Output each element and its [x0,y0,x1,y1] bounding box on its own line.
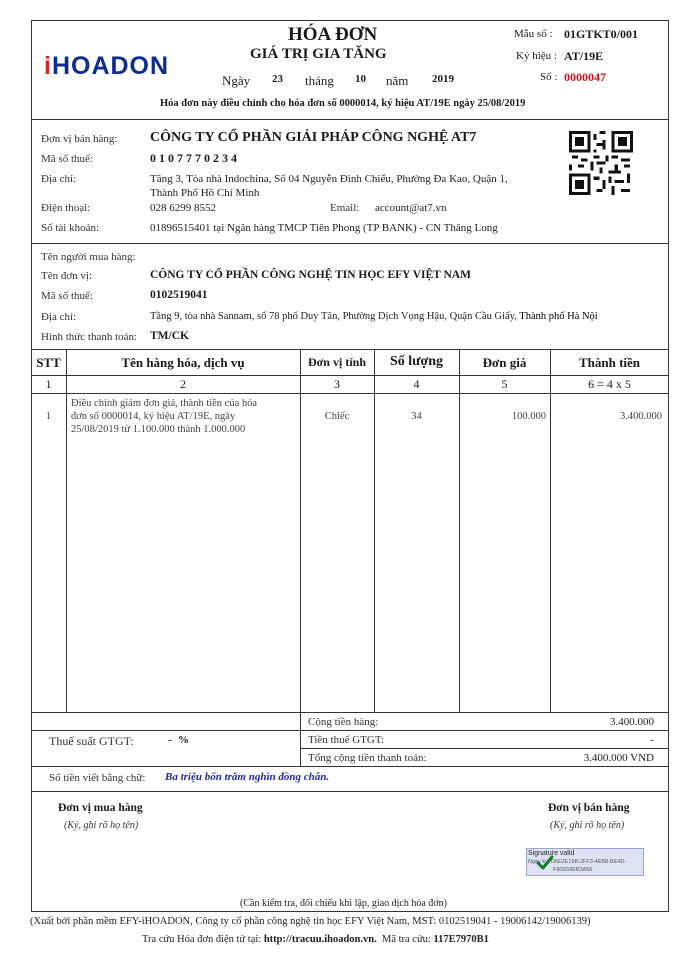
buyer-tax-label: Mã số thuế: [41,290,93,302]
invoice-title: HÓA ĐƠN [288,24,378,45]
seller-address-label: Địa chỉ: [41,173,77,185]
number-label: Số : [540,71,558,83]
col-number-6: 6 = 4 x 5 [588,377,631,391]
seller-address-1: Tầng 3, Tòa nhà Indochina, Số 04 Nguyễn Đình Chiểu, Phường Đa Kao, Quận 1, [150,173,508,185]
col-header-unit: Đơn vị tính [308,355,366,369]
symbol-value: AT/19E [564,49,604,63]
invoice-number: 0000047 [564,70,606,84]
seller-tax: 0 1 0 7 7 7 0 2 3 4 [150,151,237,165]
check-mark-icon [535,853,555,873]
col-header-stt: STT [36,355,61,370]
date-year: 2019 [432,73,454,85]
signature-valid-line2: F90E58EB3A56 [553,867,593,873]
check-note: (Cần kiểm tra, đối chiếu khi lập, giao dịch hóa đơn) [240,898,447,909]
seller-name-label: Đơn vị bán hàng: [41,133,118,145]
ihoadon-logo: iHOADON [44,52,170,80]
col-header-amount: Thành tiền [578,355,641,370]
vat-amount-value: - [650,734,654,746]
buyer-unit: CÔNG TY CỔ PHẦN CÔNG NGHỆ TIN HỌC EFY VIỆT NAM [150,269,471,281]
col-number-1: 1 [45,377,52,391]
signature-valid-line1: Ngày ký: D6E2E19B-2FF3-4EB8-BE4D- [528,859,627,865]
buyer-payment: TM/CK [150,330,189,342]
seller-account-label: Số tài khoản: [41,222,100,234]
amount-words: Ba triệu bốn trăm nghìn đồng chẵn. [165,771,330,783]
seller-signature-title: Đơn vị bán hàng [548,802,630,814]
buyer-address: Tầng 9, tòa nhà Sannam, số 78 phố Duy Tân, Phường Dịch Vọng Hậu, Quận Cầu Giấy, Thành phố Hà Nội [150,311,598,322]
buyer-signature-note: (Ký, ghi rõ họ tên) [64,820,139,831]
vat-amount-label: Tiền thuế GTGT: [308,734,385,746]
qr-code-icon [569,131,633,195]
form-label: Mẫu số : [514,28,553,40]
digital-signature-badge [526,848,644,876]
buyer-payment-label: Hình thức thanh toán: [41,331,138,343]
seller-tax-label: Mã số thuế: [41,153,93,165]
row-qty: 34 [411,411,422,422]
seller-address-2: Thành Phố Hồ Chí Minh [150,187,260,199]
subtotal-value: 3.400.000 [610,716,654,728]
lookup-link[interactable]: http://tracuu.ihoadon.vn. [263,934,377,945]
vat-rate-percent: % [178,734,189,746]
seller-email-label: Email: [330,202,360,214]
buyer-signature-title: Đơn vị mua hàng [58,802,143,814]
grand-total-value: 3.400.000 VND [583,752,654,764]
seller-phone-label: Điện thoại: [41,202,91,214]
date-day: 23 [272,73,283,85]
row-amount: 3.400.000 [620,411,662,422]
symbol-label: Ký hiệu : [516,50,557,62]
subtotal-label: Cộng tiền hàng: [308,716,379,728]
row-price: 100.000 [511,411,546,422]
seller-phone: 028 6299 8552 [150,202,216,214]
seller-signature-note: (Ký, ghi rõ họ tên) [550,820,625,831]
buyer-unit-label: Tên đơn vị: [41,270,93,282]
signature-valid-text: Signature valid [528,850,575,857]
row-description: Điều chỉnh giảm đơn giá, thành tiền của hóa đơn số 0000014, ký hiệu AT/19E, ngày 25/08/2019 từ 1.100.000 thành 1.000.000 [71,398,258,435]
software-note: (Xuất bởi phần mềm EFY-iHOADON, Công ty cổ phần công nghệ tin học EFY Việt Nam, MST: 0102519041 - 19006142/19006139) [30,916,591,927]
buyer-tax: 0102519041 [150,289,208,301]
form-value: 01GTKT0/001 [564,27,639,41]
row-unit: Chiếc [324,411,350,422]
col-header-qty: Số lượng [389,354,444,369]
col-number-4: 4 [413,377,420,391]
col-header-item: Tên hàng hóa, dịch vụ [121,355,245,370]
col-header-price: Đơn giá [482,355,527,370]
amount-words-label: Số tiền viết bằng chữ: [49,772,146,784]
lookup-code: 117E7970B1 [433,934,489,945]
row-stt: 1 [45,411,52,422]
date-month: 10 [355,73,366,85]
invoice-subtitle: GIÁ TRỊ GIA TĂNG [250,46,387,62]
vat-rate-label: Thuế suất GTGT: [49,734,134,748]
vat-rate-value: - [168,734,172,746]
date-month-label: tháng [305,73,334,88]
buyer-person-label: Tên người mua hàng: [41,251,136,263]
col-number-5: 5 [501,377,508,391]
seller-email: account@at7.vn [375,202,447,214]
date-day-label: Ngày [222,73,251,88]
grand-total-label: Tổng cộng tiền thanh toán: [308,752,427,764]
buyer-address-label: Địa chỉ: [41,311,77,323]
seller-account: 01896515401 tại Ngân hàng TMCP Tiên Phong (TP BANK) - CN Thăng Long [150,222,498,234]
seller-name: CÔNG TY CỔ PHẦN GIẢI PHÁP CÔNG NGHỆ AT7 [150,130,477,145]
col-number-3: 3 [334,377,340,391]
lookup-line: Tra cứu Hóa đơn điện tử tại: http://tracuu.ihoadon.vn. Mã tra cứu: 117E7970B1 [142,934,489,945]
date-year-label: năm [386,73,409,88]
adjust-note: Hóa đơn này điều chỉnh cho hóa đơn số 0000014, ký hiệu AT/19E ngày 25/08/2019 [160,98,526,109]
col-number-2: 2 [180,377,186,391]
